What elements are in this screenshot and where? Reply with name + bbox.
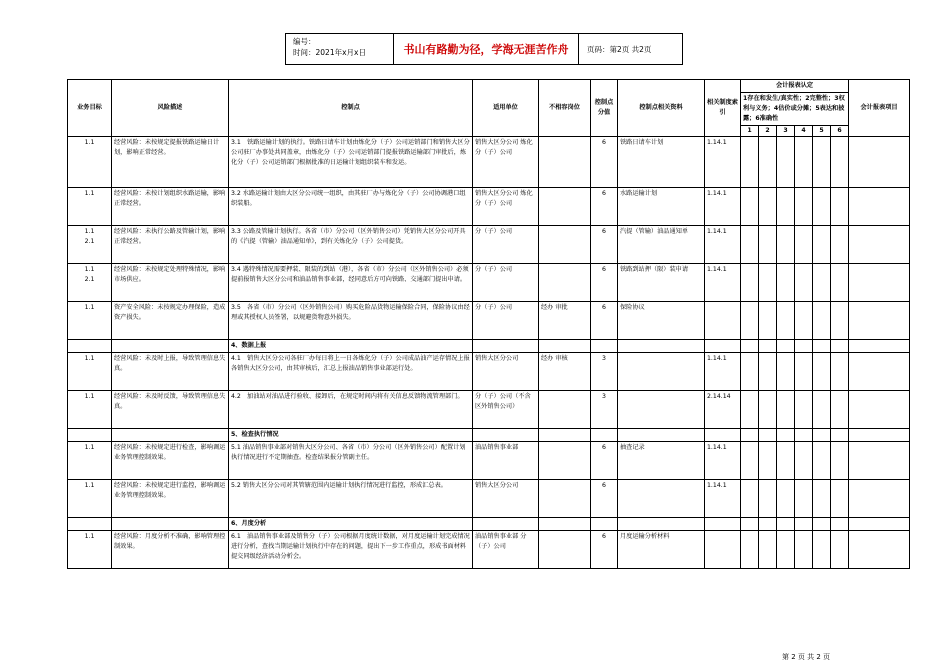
section-empty [759,518,777,531]
section-empty [777,429,795,442]
cell-unit: 销售大区分公司 [473,480,539,518]
section-empty [813,518,831,531]
cell-assertion [741,442,759,480]
col-system-index: 相关制度索引 [705,80,741,137]
cell-assertion [831,226,849,264]
section-empty [473,340,539,353]
section-empty [795,429,813,442]
table-row [68,353,910,391]
cell-unit: 销售大区分公司 [473,353,539,391]
cell-assertion [759,137,777,188]
cell-material [618,353,705,391]
cell-report-item [849,188,910,226]
date-label: 时间：2021年x月x日 [293,48,366,57]
cell-goal: 1.1 [68,353,112,391]
section-empty [741,340,759,353]
assertion-num: 4 [795,126,813,137]
cell-assertion [777,264,795,302]
section-empty [68,429,112,442]
cell-goal: 1.1 [68,137,112,188]
section-empty [473,429,539,442]
cell-report-item [849,137,910,188]
cell-control: 4.2 加油站对油品进行验收、接卸后，在规定时间内将有关信息反馈物流管理部门。 [229,391,473,429]
section-empty [705,340,741,353]
cell-post [539,531,591,569]
cell-index: 1.14.1 [705,188,741,226]
cell-assertion [831,442,849,480]
cell-unit: 油品销售事业部 分（子）公司 [473,531,539,569]
cell-assertion [777,442,795,480]
cell-risk: 经营风险：未及时上报，导致管理信息失真。 [112,353,229,391]
cell-post: 经办 审批 [539,302,591,340]
section-row [68,429,910,442]
cell-assertion [759,226,777,264]
cell-report-item [849,226,910,264]
section-empty [618,429,705,442]
cell-index: 1.14.1 [705,264,741,302]
section-empty [795,340,813,353]
cell-post [539,226,591,264]
cell-assertion [777,531,795,569]
table-row [68,302,910,340]
section-empty [831,340,849,353]
col-applicable-unit: 适用单位 [473,80,539,137]
cell-assertion [759,480,777,518]
cell-score: 6 [591,442,618,480]
cell-unit: 分（子）公司 [473,302,539,340]
cell-assertion [831,353,849,391]
cell-control: 3.5 各省（市）分公司（区外销售公司）购买危险品货物运输保险合同，保险协议由经理或其授权人员签署，以规避货物意外损失。 [229,302,473,340]
cell-material: 铁路日请车计划 [618,137,705,188]
cell-assertion [831,137,849,188]
cell-goal: 1.1 [68,531,112,569]
section-empty [618,340,705,353]
cell-assertion [741,531,759,569]
cell-assertion [831,302,849,340]
cell-score: 6 [591,226,618,264]
cell-assertion [741,226,759,264]
cell-material [618,391,705,429]
section-empty [813,340,831,353]
section-empty [813,429,831,442]
col-accounting-title: 会计报表认定 [741,80,849,93]
cell-assertion [795,391,813,429]
cell-control: 3.1 铁路运输计划的执行。铁路日请车计划由炼化分（子）公司运销部门和销售大区分公司驻厂办事处共同盖章，由炼化分（子）公司运销部门提报铁路运输部门审批后，炼化分（子）公司运销部门根据批准的日运输计划组织装车和发运。 [229,137,473,188]
section-empty [112,518,229,531]
cell-control: 3.3 公路及管输计划执行。各省（市）分公司（区外销售公司）凭销售大区分公司开具的《汽提（管输）油品通知单》，到有关炼化分（子）公司提货。 [229,226,473,264]
cell-report-item [849,531,910,569]
section-empty [795,518,813,531]
section-empty [849,518,910,531]
cell-assertion [777,226,795,264]
cell-score: 3 [591,353,618,391]
cell-assertion [759,531,777,569]
section-empty [473,518,539,531]
section-row [68,340,910,353]
cell-assertion [813,188,831,226]
section-empty [741,518,759,531]
cell-goal: 1.1 [68,391,112,429]
cell-assertion [813,264,831,302]
cell-goal: 1.1 2.1 [68,226,112,264]
cell-assertion [831,391,849,429]
section-empty [849,429,910,442]
cell-score: 6 [591,264,618,302]
header-left [286,34,394,64]
section-empty [777,518,795,531]
cell-material: 保险协议 [618,302,705,340]
cell-assertion [813,442,831,480]
cell-index [705,531,741,569]
col-business-goal: 业务目标 [68,80,112,137]
cell-index: 1.14.1 [705,442,741,480]
cell-risk: 经营风险：未按规定进行监控，影响调运业务管理控制效果。 [112,480,229,518]
section-title: 4、数据上报 [229,340,473,353]
cell-assertion [759,442,777,480]
cell-index: 1.14.1 [705,480,741,518]
section-empty [591,340,618,353]
cell-assertion [759,264,777,302]
assertion-num: 2 [759,126,777,137]
table-row [68,264,910,302]
cell-assertion [795,442,813,480]
section-empty [68,518,112,531]
cell-assertion [741,391,759,429]
cell-risk: 经营风险：月度分析不准确，影响管理控制效果。 [112,531,229,569]
cell-assertion [759,391,777,429]
section-empty [591,429,618,442]
cell-assertion [777,188,795,226]
cell-risk: 资产安全风险：未按规定办理保险，造成资产损失。 [112,302,229,340]
section-row [68,518,910,531]
section-empty [705,429,741,442]
cell-assertion [813,226,831,264]
section-empty [759,429,777,442]
assertion-num: 6 [831,126,849,137]
cell-score: 6 [591,137,618,188]
cell-assertion [777,480,795,518]
cell-goal: 1.1 [68,442,112,480]
section-empty [759,340,777,353]
cell-goal: 1.1 [68,480,112,518]
section-title: 5、检查执行情况 [229,429,473,442]
cell-material: 汽提（管输）油品通知单 [618,226,705,264]
page-label: 页码：第2页 共2页 [587,44,652,54]
cell-assertion [759,188,777,226]
assertion-num: 1 [741,126,759,137]
accounting-desc: 1存在和发生/真实性；2完整性；3权利与义务；4估价或分摊；5表达和披露；6准确性 [741,93,849,126]
cell-assertion [813,391,831,429]
cell-assertion [777,302,795,340]
table-row [68,188,910,226]
number-label: 编号： [293,37,316,46]
cell-assertion [795,264,813,302]
cell-material [618,480,705,518]
cell-assertion [831,264,849,302]
assertion-num: 3 [777,126,795,137]
cell-assertion [777,353,795,391]
cell-control: 4.1 销售大区分公司各驻厂办每日将上一日各炼化分（子）公司成品油产运存情况上报各销售大区分公司，由其审核后，汇总上报油品销售事业部运行处。 [229,353,473,391]
cell-score: 6 [591,480,618,518]
cell-assertion [741,137,759,188]
cell-unit: 销售大区分公司 炼化分（子）公司 [473,137,539,188]
table-row [68,137,910,188]
cell-assertion [795,226,813,264]
cell-post [539,442,591,480]
table-row [68,480,910,518]
cell-index: 1.14.1 [705,137,741,188]
cell-unit: 油品销售事业部 [473,442,539,480]
cell-assertion [813,480,831,518]
section-empty [68,340,112,353]
section-empty [112,429,229,442]
cell-assertion [795,188,813,226]
cell-assertion [777,391,795,429]
cell-index: 1.14.1 [705,353,741,391]
cell-assertion [813,302,831,340]
cell-assertion [795,302,813,340]
section-empty [705,518,741,531]
table-row [68,391,910,429]
section-empty [831,429,849,442]
cell-control: 3.4 遇特殊情况需要押装、限装的到站（港），各省（市）分公司（区外销售公司）必须提前报销售大区分公司和油品销售事业部，经同意后方可向铁路、交通部门提出申请。 [229,264,473,302]
cell-assertion [759,353,777,391]
cell-control: 5.2 销售大区分公司对其管辖范围内运输计划执行情况进行监控，形成汇总表。 [229,480,473,518]
cell-post [539,264,591,302]
cell-report-item [849,264,910,302]
cell-report-item [849,480,910,518]
cell-report-item [849,442,910,480]
section-empty [591,518,618,531]
section-empty [618,518,705,531]
cell-report-item [849,353,910,391]
cell-goal: 1.1 [68,302,112,340]
table-row [68,226,910,264]
cell-control: 5.1 油品销售事业部对销售大区分公司、各省（市）分公司（区外销售公司）配置计划执行情况进行不定期抽查。检查结果报分管副主任。 [229,442,473,480]
cell-assertion [741,480,759,518]
cell-control: 3.2 水路运输计划由大区分公司统一组织，由其驻厂办与炼化分（子）公司协调港口组织装船。 [229,188,473,226]
assertion-num: 5 [813,126,831,137]
table-row [68,531,910,569]
cell-assertion [831,531,849,569]
cell-post [539,480,591,518]
section-title: 6、月度分析 [229,518,473,531]
cell-assertion [741,302,759,340]
cell-risk: 经营风险：未按规定提报铁路运输日计划，影响正常经营。 [112,137,229,188]
cell-assertion [741,353,759,391]
table-row [68,442,910,480]
cell-unit: 销售大区分公司 炼化分（子）公司 [473,188,539,226]
cell-index: 2.14.14 [705,391,741,429]
section-empty [112,340,229,353]
section-empty [777,340,795,353]
cell-goal: 1.1 2.1 [68,264,112,302]
page-header [285,33,683,65]
cell-risk: 经营风险：未执行公路及管输计划，影响正常经营。 [112,226,229,264]
cell-index [705,302,741,340]
cell-assertion [795,353,813,391]
cell-score: 6 [591,188,618,226]
cell-assertion [831,480,849,518]
cell-score: 6 [591,531,618,569]
control-table [67,79,910,569]
cell-score: 3 [591,391,618,429]
col-score: 控制点分值 [591,80,618,137]
motto: 书山有路勤为径，学海无涯苦作舟 [394,34,579,64]
cell-report-item [849,391,910,429]
cell-risk: 经营风险：未及时反馈，导致管理信息失真。 [112,391,229,429]
section-empty [539,429,591,442]
section-empty [539,518,591,531]
col-related-material: 控制点相关资料 [618,80,705,137]
col-risk-desc: 风险描述 [112,80,229,137]
cell-assertion [741,264,759,302]
cell-post: 经办 审核 [539,353,591,391]
cell-assertion [795,137,813,188]
cell-post [539,188,591,226]
cell-assertion [759,302,777,340]
cell-material: 月度运输分析材料 [618,531,705,569]
cell-goal: 1.1 [68,188,112,226]
page-footer: 第 2 页 共 2 页 [782,653,831,661]
cell-assertion [813,353,831,391]
cell-risk: 经营风险：未按计划组织水路运输，影响正常经营。 [112,188,229,226]
cell-control: 6.1 油品销售事业部及销售分（子）公司根据月度统计数据，对月度运输计划完成情况进行分析，查找当期运输计划执行中存在的问题，提出下一步工作重点，形成书面材料提交同级经济活动分析会。 [229,531,473,569]
cell-material: 铁路到站押（限）装申请 [618,264,705,302]
cell-risk: 经营风险：未按规定处理特殊情况，影响市场供应。 [112,264,229,302]
cell-risk: 经营风险：未按规定进行检查，影响调运业务管理控制效果。 [112,442,229,480]
section-empty [539,340,591,353]
cell-unit: 分（子）公司 [473,226,539,264]
cell-unit: 分（子）公司 [473,264,539,302]
cell-assertion [831,188,849,226]
col-control-point: 控制点 [229,80,473,137]
col-report-item: 会计报表项目 [849,80,910,137]
cell-assertion [777,137,795,188]
section-empty [741,429,759,442]
cell-score: 6 [591,302,618,340]
cell-assertion [813,137,831,188]
cell-material: 水路运输计划 [618,188,705,226]
cell-index: 1.14.1 [705,226,741,264]
cell-assertion [741,188,759,226]
cell-report-item [849,302,910,340]
cell-post [539,391,591,429]
section-empty [849,340,910,353]
cell-material: 抽查记录 [618,442,705,480]
col-incompatible-post: 不相容岗位 [539,80,591,137]
cell-assertion [813,531,831,569]
section-empty [831,518,849,531]
cell-assertion [795,531,813,569]
cell-assertion [795,480,813,518]
cell-post [539,137,591,188]
cell-unit: 分（子）公司（不含区外销售公司） [473,391,539,429]
